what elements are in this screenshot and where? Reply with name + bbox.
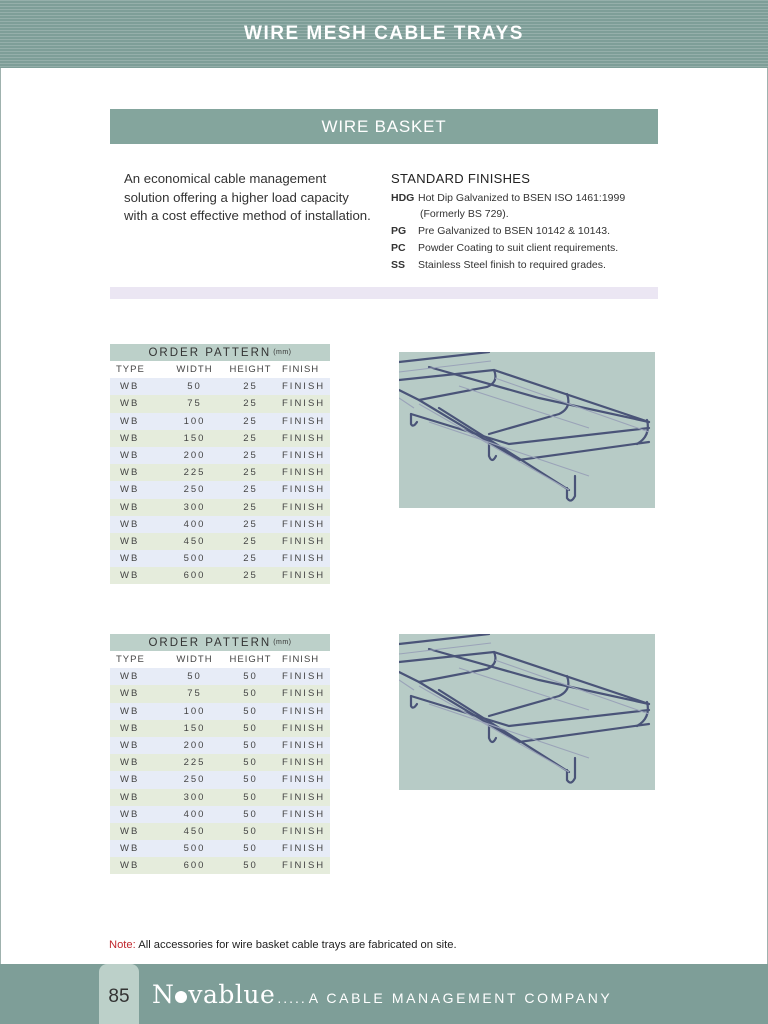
column-header: HEIGHT xyxy=(229,654,272,666)
finish-text: Powder Coating to suit client requirements. xyxy=(418,242,619,254)
cell-finish: FINISH xyxy=(282,484,326,496)
cell-width: 75 xyxy=(187,398,202,410)
cell-width: 400 xyxy=(183,808,206,820)
cell-height: 25 xyxy=(243,398,258,410)
page-title: WIRE MESH CABLE TRAYS xyxy=(244,23,524,44)
cell-type: WB xyxy=(120,518,140,530)
cell-finish: FINISH xyxy=(282,398,326,410)
page-header-banner xyxy=(0,0,768,68)
cell-height: 50 xyxy=(243,860,258,872)
wire-basket-illustration xyxy=(399,352,655,508)
table-row xyxy=(110,413,330,430)
cell-width: 200 xyxy=(183,740,206,752)
cell-height: 25 xyxy=(243,484,258,496)
cell-type: WB xyxy=(120,757,140,769)
cell-type: WB xyxy=(120,843,140,855)
finish-text: Pre Galvanized to BSEN 10142 & 10143. xyxy=(418,225,611,237)
column-header: HEIGHT xyxy=(229,364,272,376)
cell-finish: FINISH xyxy=(282,843,326,855)
cell-type: WB xyxy=(120,860,140,872)
cell-finish: FINISH xyxy=(282,860,326,872)
cell-height: 50 xyxy=(243,671,258,683)
table-row xyxy=(110,464,330,481)
column-header: WIDTH xyxy=(176,654,213,666)
cell-width: 225 xyxy=(183,467,206,479)
table-row xyxy=(110,754,330,771)
finish-code: PC xyxy=(391,242,406,254)
cell-height: 50 xyxy=(243,740,258,752)
brand-logo xyxy=(152,980,275,1009)
cell-height: 50 xyxy=(243,705,258,717)
cell-finish: FINISH xyxy=(282,432,326,444)
cell-width: 50 xyxy=(187,671,202,683)
table-row xyxy=(110,771,330,788)
finish-text: Stainless Steel finish to required grades. xyxy=(418,259,606,271)
cell-finish: FINISH xyxy=(282,415,326,427)
table-row xyxy=(110,685,330,702)
cell-type: WB xyxy=(120,484,140,496)
cell-height: 50 xyxy=(243,843,258,855)
column-header: TYPE xyxy=(116,364,145,376)
table-title xyxy=(110,634,330,651)
brand-dots: ..... xyxy=(277,990,307,1006)
cell-type: WB xyxy=(120,688,140,700)
finish-item-pc xyxy=(391,240,661,257)
cell-finish: FINISH xyxy=(282,825,326,837)
cell-finish: FINISH xyxy=(282,671,326,683)
order-pattern-table-50 xyxy=(110,634,330,874)
cell-width: 150 xyxy=(183,432,206,444)
brand-logo-n: N xyxy=(152,980,175,1009)
table-row xyxy=(110,806,330,823)
cell-type: WB xyxy=(120,415,140,427)
column-header: FINISH xyxy=(282,654,320,666)
cell-finish: FINISH xyxy=(282,740,326,752)
note-text: All accessories for wire basket cable trays are fabricated on site. xyxy=(135,939,457,951)
finish-item-hdg xyxy=(391,190,661,207)
divider-strip xyxy=(110,287,658,299)
cell-height: 25 xyxy=(243,415,258,427)
column-header: TYPE xyxy=(116,654,145,666)
cell-width: 600 xyxy=(183,860,206,872)
cell-finish: FINISH xyxy=(282,757,326,769)
table-row xyxy=(110,737,330,754)
table-row xyxy=(110,430,330,447)
footnote xyxy=(109,939,457,951)
column-header: WIDTH xyxy=(176,364,213,376)
cell-height: 50 xyxy=(243,757,258,769)
page-number-tab xyxy=(99,964,139,1024)
order-pattern-table-25 xyxy=(110,344,330,584)
cell-type: WB xyxy=(120,825,140,837)
cell-width: 225 xyxy=(183,757,206,769)
brand-logo-dot xyxy=(175,991,187,1003)
cell-type: WB xyxy=(120,570,140,582)
cell-width: 300 xyxy=(183,501,206,513)
table-row xyxy=(110,378,330,395)
column-header: FINISH xyxy=(282,364,320,376)
cell-type: WB xyxy=(120,467,140,479)
cell-type: WB xyxy=(120,553,140,565)
page-number: 85 xyxy=(108,986,130,1007)
cell-finish: FINISH xyxy=(282,553,326,565)
table-header-row xyxy=(110,651,330,668)
cell-height: 25 xyxy=(243,467,258,479)
table-row xyxy=(110,533,330,550)
cell-type: WB xyxy=(120,774,140,786)
table-body xyxy=(110,378,330,584)
table-title-text: ORDER PATTERN xyxy=(148,346,272,359)
brand-tagline: A CABLE MANAGEMENT COMPANY xyxy=(308,990,613,1006)
table-title xyxy=(110,344,330,361)
finish-item-hdg-continuation: (Formerly BS 729). xyxy=(420,208,509,220)
cell-type: WB xyxy=(120,740,140,752)
table-row xyxy=(110,550,330,567)
cell-height: 50 xyxy=(243,825,258,837)
cell-height: 25 xyxy=(243,518,258,530)
cell-type: WB xyxy=(120,398,140,410)
cell-height: 25 xyxy=(243,432,258,444)
cell-width: 450 xyxy=(183,825,206,837)
cell-height: 25 xyxy=(243,553,258,565)
cell-height: 25 xyxy=(243,381,258,393)
cell-finish: FINISH xyxy=(282,705,326,717)
cell-height: 25 xyxy=(243,501,258,513)
table-unit: (mm) xyxy=(273,639,292,646)
cell-height: 25 xyxy=(243,535,258,547)
table-row xyxy=(110,823,330,840)
table-row xyxy=(110,789,330,806)
cell-width: 500 xyxy=(183,553,206,565)
cell-width: 200 xyxy=(183,450,206,462)
finish-item-pg xyxy=(391,223,661,240)
table-row xyxy=(110,720,330,737)
table-header-row xyxy=(110,361,330,378)
cell-height: 25 xyxy=(243,570,258,582)
cell-height: 50 xyxy=(243,808,258,820)
cell-finish: FINISH xyxy=(282,722,326,734)
standard-finishes xyxy=(391,171,661,274)
cell-type: WB xyxy=(120,671,140,683)
cell-width: 100 xyxy=(183,705,206,717)
cell-width: 75 xyxy=(187,688,202,700)
cell-type: WB xyxy=(120,450,140,462)
cell-height: 50 xyxy=(243,688,258,700)
cell-height: 50 xyxy=(243,722,258,734)
finish-code: PG xyxy=(391,225,407,237)
table-row xyxy=(110,481,330,498)
brand-logo-rest: vablue xyxy=(188,980,276,1009)
wire-basket-photo-25 xyxy=(399,352,655,508)
table-title-text: ORDER PATTERN xyxy=(148,636,272,649)
cell-type: WB xyxy=(120,808,140,820)
cell-type: WB xyxy=(120,432,140,444)
cell-type: WB xyxy=(120,705,140,717)
cell-width: 100 xyxy=(183,415,206,427)
cell-width: 450 xyxy=(183,535,206,547)
cell-height: 50 xyxy=(243,774,258,786)
cell-finish: FINISH xyxy=(282,535,326,547)
section-title: WIRE BASKET xyxy=(321,116,447,136)
finish-code: HDG xyxy=(391,192,415,204)
cell-finish: FINISH xyxy=(282,518,326,530)
finish-item-ss xyxy=(391,257,661,274)
brand-line xyxy=(152,980,612,1009)
table-row xyxy=(110,703,330,720)
cell-finish: FINISH xyxy=(282,570,326,582)
table-row xyxy=(110,447,330,464)
table-row xyxy=(110,857,330,874)
cell-finish: FINISH xyxy=(282,501,326,513)
cell-finish: FINISH xyxy=(282,791,326,803)
table-row xyxy=(110,567,330,584)
cell-type: WB xyxy=(120,501,140,513)
cell-width: 50 xyxy=(187,381,202,393)
table-unit: (mm) xyxy=(273,349,292,356)
cell-type: WB xyxy=(120,381,140,393)
table-row xyxy=(110,668,330,685)
table-row xyxy=(110,499,330,516)
finish-text: Hot Dip Galvanized to BSEN ISO 1461:1999 xyxy=(418,192,626,204)
cell-finish: FINISH xyxy=(282,774,326,786)
finish-code: SS xyxy=(391,259,406,271)
cell-finish: FINISH xyxy=(282,381,326,393)
table-row xyxy=(110,395,330,412)
cell-width: 300 xyxy=(183,791,206,803)
cell-width: 150 xyxy=(183,722,206,734)
finishes-title: STANDARD FINISHES xyxy=(391,171,531,186)
cell-width: 400 xyxy=(183,518,206,530)
cell-finish: FINISH xyxy=(282,808,326,820)
note-label: Note: xyxy=(109,939,136,951)
cell-finish: FINISH xyxy=(282,688,326,700)
cell-width: 250 xyxy=(183,484,206,496)
cell-finish: FINISH xyxy=(282,467,326,479)
table-row xyxy=(110,840,330,857)
intro-paragraph: An economical cable management solution offering a higher load capacity with a cost effective method of installation. xyxy=(124,171,371,223)
cell-height: 25 xyxy=(243,450,258,462)
table-body xyxy=(110,668,330,874)
cell-width: 500 xyxy=(183,843,206,855)
cell-width: 600 xyxy=(183,570,206,582)
cell-type: WB xyxy=(120,722,140,734)
table-row xyxy=(110,516,330,533)
cell-width: 250 xyxy=(183,774,206,786)
wire-basket-photo-50 xyxy=(399,634,655,790)
cell-type: WB xyxy=(120,791,140,803)
cell-type: WB xyxy=(120,535,140,547)
section-title-bar xyxy=(110,109,658,144)
wire-basket-illustration xyxy=(399,634,655,790)
cell-finish: FINISH xyxy=(282,450,326,462)
cell-height: 50 xyxy=(243,791,258,803)
